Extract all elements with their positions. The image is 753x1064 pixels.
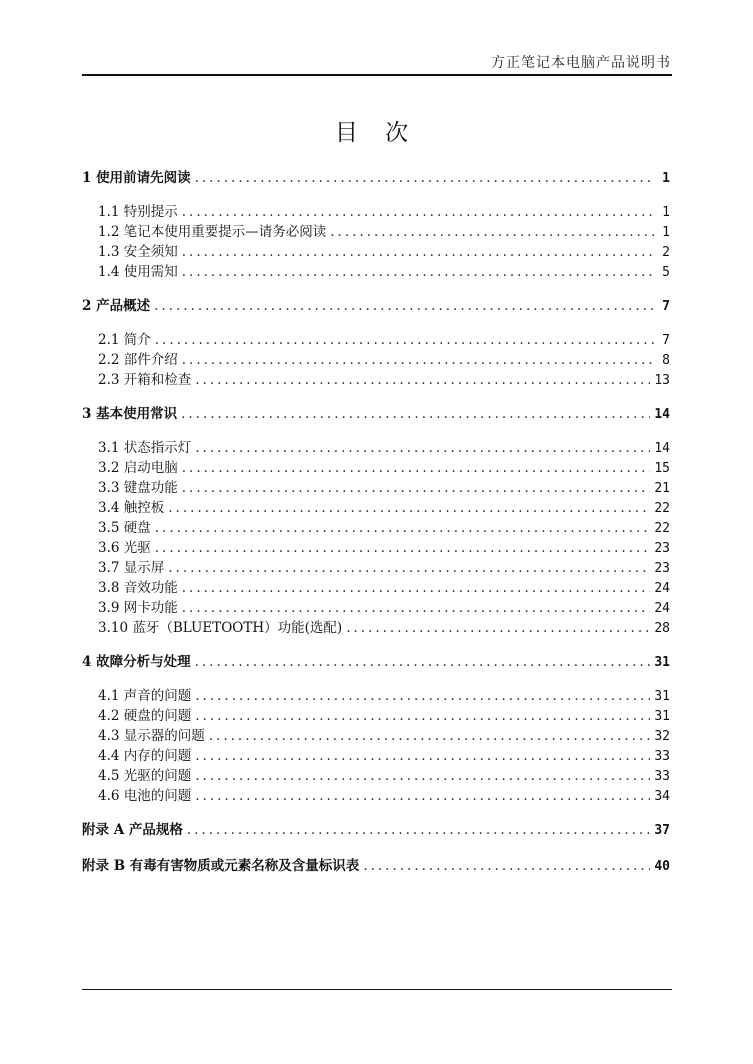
toc-page-number: 32 xyxy=(654,729,670,744)
toc-section-entry[interactable] xyxy=(82,478,670,498)
toc-section-entry[interactable] xyxy=(82,686,670,706)
toc-leader-dots xyxy=(182,202,654,222)
toc-page-number: 31 xyxy=(654,689,670,704)
toc-entry-title: 4.5 光驱的问题 xyxy=(98,768,192,784)
toc-entry-title: 4.4 内存的问题 xyxy=(98,748,192,764)
toc-section-entry[interactable] xyxy=(82,350,670,370)
toc-section-entry[interactable] xyxy=(82,370,670,390)
toc-page-number: 7 xyxy=(662,299,670,314)
toc-section-entry[interactable] xyxy=(82,518,670,538)
toc-leader-dots xyxy=(195,746,650,766)
toc-page-number: 15 xyxy=(654,461,670,476)
toc-entry-title: 附录 B 有毒有害物质或元素名称及含量标识表 xyxy=(82,858,360,874)
toc-chapter-entry[interactable] xyxy=(82,404,670,424)
toc-leader-dots xyxy=(195,438,650,458)
toc-section-entry[interactable] xyxy=(82,706,670,726)
toc-page-number: 22 xyxy=(654,501,670,516)
toc-entry-title: 2.2 部件介绍 xyxy=(98,352,178,368)
toc-entry-title: 2.1 简介 xyxy=(98,332,151,348)
toc-leader-dots xyxy=(182,262,654,282)
toc-page-number: 13 xyxy=(654,373,670,388)
toc-entry-title: 3.4 触控板 xyxy=(98,500,165,516)
table-of-contents xyxy=(82,168,670,876)
toc-page-number: 2 xyxy=(662,245,670,260)
toc-entry-title: 3.2 启动电脑 xyxy=(98,460,178,476)
toc-section-entry[interactable] xyxy=(82,618,670,638)
toc-page-number: 8 xyxy=(662,353,670,368)
toc-entry-title: 4.1 声音的问题 xyxy=(98,688,192,704)
toc-entry-title: 4.2 硬盘的问题 xyxy=(98,708,192,724)
toc-page-number: 1 xyxy=(662,171,670,186)
toc-page-number: 1 xyxy=(662,205,670,220)
toc-page-number: 23 xyxy=(654,561,670,576)
toc-page-number: 14 xyxy=(654,441,670,456)
toc-leader-dots xyxy=(195,168,654,188)
toc-leader-dots xyxy=(346,618,650,638)
toc-leader-dots xyxy=(182,598,651,618)
toc-leader-dots xyxy=(155,518,651,538)
toc-leader-dots xyxy=(168,558,650,578)
toc-section-entry[interactable] xyxy=(82,746,670,766)
header-rule xyxy=(82,74,672,76)
toc-section-entry[interactable] xyxy=(82,766,670,786)
toc-page-number: 24 xyxy=(654,601,670,616)
toc-section-entry[interactable] xyxy=(82,726,670,746)
toc-section-entry[interactable] xyxy=(82,538,670,558)
toc-leader-dots xyxy=(209,726,651,746)
toc-leader-dots xyxy=(187,820,650,840)
toc-page-number: 1 xyxy=(662,225,670,240)
toc-page-number: 37 xyxy=(654,823,670,838)
toc-page-number: 21 xyxy=(654,481,670,496)
toc-page-number: 7 xyxy=(662,333,670,348)
toc-page-number: 40 xyxy=(654,859,670,874)
toc-section-entry[interactable] xyxy=(82,242,670,262)
toc-entry-title: 3.7 显示屏 xyxy=(98,560,165,576)
toc-chapter-entry[interactable] xyxy=(82,652,670,672)
toc-leader-dots xyxy=(182,350,654,370)
toc-entry-title: 1.2 笔记本使用重要提示—请务必阅读 xyxy=(98,224,327,240)
toc-entry-title: 1.1 特别提示 xyxy=(98,204,178,220)
toc-leader-dots xyxy=(182,478,651,498)
toc-entry-title: 3.3 键盘功能 xyxy=(98,480,178,496)
page-title: 目 次 xyxy=(334,120,419,146)
toc-leader-dots xyxy=(155,330,654,350)
toc-page-number: 24 xyxy=(654,581,670,596)
toc-leader-dots xyxy=(195,652,651,672)
toc-chapter-entry[interactable] xyxy=(82,168,670,188)
toc-leader-dots xyxy=(195,686,650,706)
toc-page-number: 31 xyxy=(654,709,670,724)
toc-leader-dots xyxy=(195,786,650,806)
toc-leader-dots xyxy=(182,458,651,478)
toc-entry-title: 4 故障分析与处理 xyxy=(82,654,191,670)
toc-leader-dots xyxy=(154,296,654,316)
toc-leader-dots xyxy=(168,498,650,518)
toc-entry-title: 3.1 状态指示灯 xyxy=(98,440,192,456)
toc-entry-title: 1 使用前请先阅读 xyxy=(82,170,191,186)
toc-leader-dots xyxy=(195,766,650,786)
toc-page-number: 28 xyxy=(654,621,670,636)
toc-section-entry[interactable] xyxy=(82,558,670,578)
toc-page-number: 33 xyxy=(654,769,670,784)
toc-entry-title: 1.4 使用需知 xyxy=(98,264,178,280)
toc-section-entry[interactable] xyxy=(82,438,670,458)
toc-leader-dots xyxy=(195,370,650,390)
toc-leader-dots xyxy=(363,856,650,876)
running-header-title: 方正笔记本电脑产品说明书 xyxy=(491,55,671,71)
toc-section-entry[interactable] xyxy=(82,458,670,478)
toc-leader-dots xyxy=(182,578,651,598)
toc-page-number: 5 xyxy=(662,265,670,280)
toc-entry-title: 2 产品概述 xyxy=(82,298,151,314)
toc-section-entry[interactable] xyxy=(82,262,670,282)
toc-leader-dots xyxy=(195,706,650,726)
toc-page-number: 23 xyxy=(654,541,670,556)
toc-chapter-entry[interactable] xyxy=(82,856,670,876)
toc-page-number: 33 xyxy=(654,749,670,764)
toc-section-entry[interactable] xyxy=(82,330,670,350)
toc-entry-title: 2.3 开箱和检查 xyxy=(98,372,192,388)
toc-entry-title: 4.3 显示器的问题 xyxy=(98,728,205,744)
toc-section-entry[interactable] xyxy=(82,578,670,598)
toc-entry-title: 3.10 蓝牙（BLUETOOTH）功能(选配) xyxy=(98,620,343,636)
toc-leader-dots xyxy=(155,538,651,558)
toc-entry-title: 3.8 音效功能 xyxy=(98,580,178,596)
toc-page-number: 31 xyxy=(654,655,670,670)
toc-entry-title: 3 基本使用常识 xyxy=(82,406,178,422)
toc-chapter-entry[interactable] xyxy=(82,296,670,316)
toc-entry-title: 3.9 网卡功能 xyxy=(98,600,178,616)
toc-entry-title: 3.6 光驱 xyxy=(98,540,151,556)
footer-rule xyxy=(82,989,672,990)
toc-section-entry[interactable] xyxy=(82,598,670,618)
toc-section-entry[interactable] xyxy=(82,786,670,806)
toc-section-entry[interactable] xyxy=(82,498,670,518)
toc-page-number: 34 xyxy=(654,789,670,804)
toc-entry-title: 附录 A 产品规格 xyxy=(82,822,183,838)
toc-leader-dots xyxy=(330,222,654,242)
toc-page-number: 14 xyxy=(654,407,670,422)
toc-page-number: 22 xyxy=(654,521,670,536)
toc-chapter-entry[interactable] xyxy=(82,820,670,840)
toc-entry-title: 4.6 电池的问题 xyxy=(98,788,192,804)
toc-entry-title: 1.3 安全须知 xyxy=(98,244,178,260)
toc-leader-dots xyxy=(181,404,650,424)
toc-section-entry[interactable] xyxy=(82,202,670,222)
toc-section-entry[interactable] xyxy=(82,222,670,242)
toc-leader-dots xyxy=(182,242,654,262)
toc-entry-title: 3.5 硬盘 xyxy=(98,520,151,536)
